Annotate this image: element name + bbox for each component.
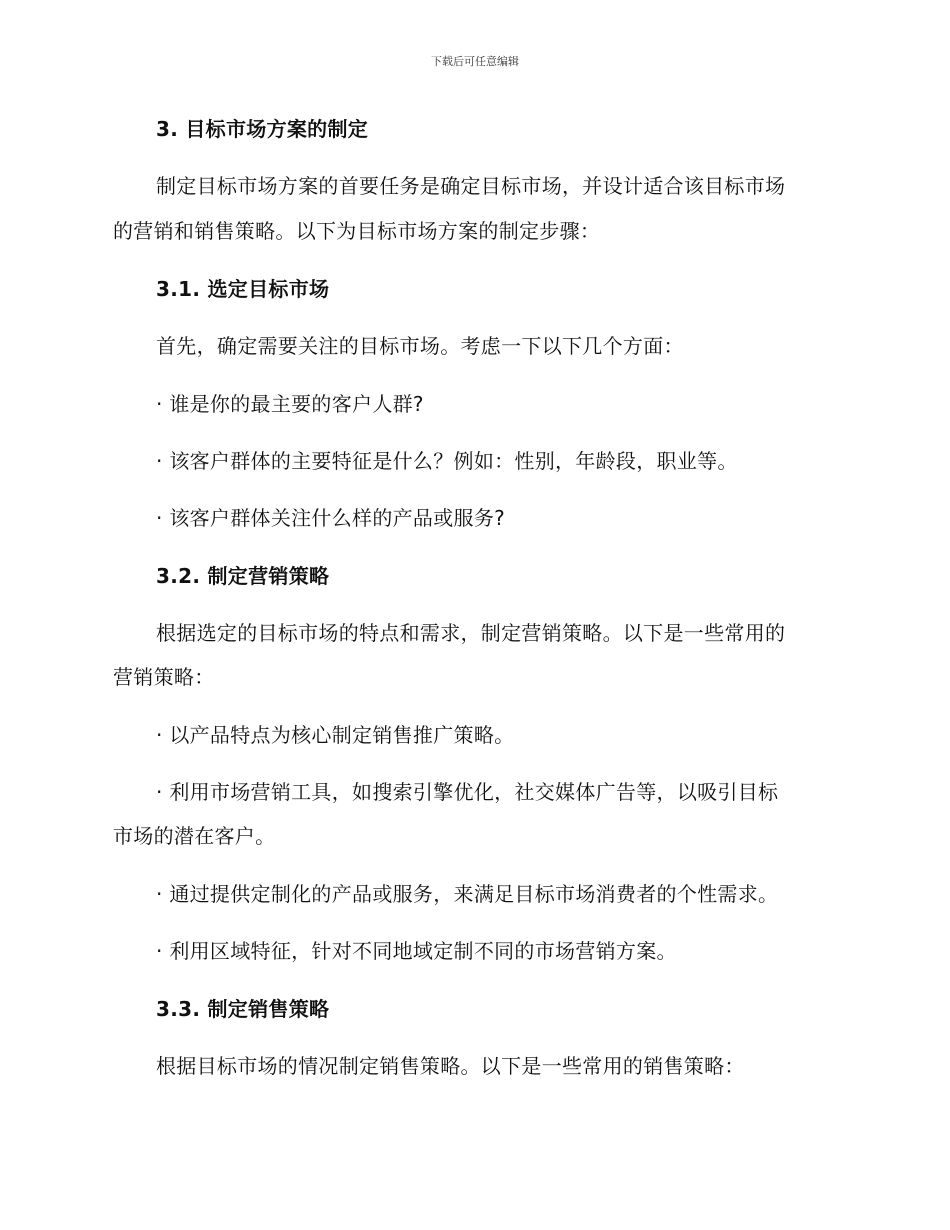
bullet-item: · 该客户群体关注什么样的产品或服务?	[156, 506, 506, 530]
bullet-item: · 通过提供定制化的产品或服务，来满足目标市场消费者的个性需求。	[156, 882, 779, 906]
bullet-item: · 谁是你的最主要的客户人群?	[156, 392, 424, 416]
page-header-note: 下载后可任意编辑	[431, 55, 519, 68]
section-3-title: 3. 目标市场方案的制定	[156, 117, 369, 141]
section-3-intro-line-1: 制定目标市场方案的首要任务是确定目标市场，并设计适合该目标市场	[156, 174, 786, 198]
bullet-item: · 该客户群体的主要特征是什么？例如：性别，年龄段，职业等。	[156, 449, 738, 473]
section-3-3-title: 3.3. 制定销售策略	[156, 997, 330, 1021]
section-3-intro-line-2: 的营销和销售策略。以下为目标市场方案的制定步骤：	[113, 219, 601, 243]
section-3-1-title: 3.1. 选定目标市场	[156, 277, 330, 301]
bullet-item: · 利用区域特征，针对不同地域定制不同的市场营销方案。	[156, 939, 677, 963]
section-3-3-intro: 根据目标市场的情况制定销售策略。以下是一些常用的销售策略：	[156, 1054, 745, 1078]
section-3-2-intro-line-2: 营销策略：	[113, 665, 215, 689]
section-3-1-intro: 首先，确定需要关注的目标市场。考虑一下以下几个方面：	[156, 334, 684, 358]
bullet-item: · 利用市场营销工具，如搜索引擎优化，社交媒体广告等，以吸引目标	[156, 780, 779, 804]
section-3-2-title: 3.2. 制定营销策略	[156, 564, 330, 588]
section-3-2-intro-line-1: 根据选定的目标市场的特点和需求，制定营销策略。以下是一些常用的	[156, 621, 786, 645]
bullet-item: · 以产品特点为核心制定销售推广策略。	[156, 723, 515, 747]
bullet-item-continuation: 市场的潜在客户。	[113, 824, 276, 848]
